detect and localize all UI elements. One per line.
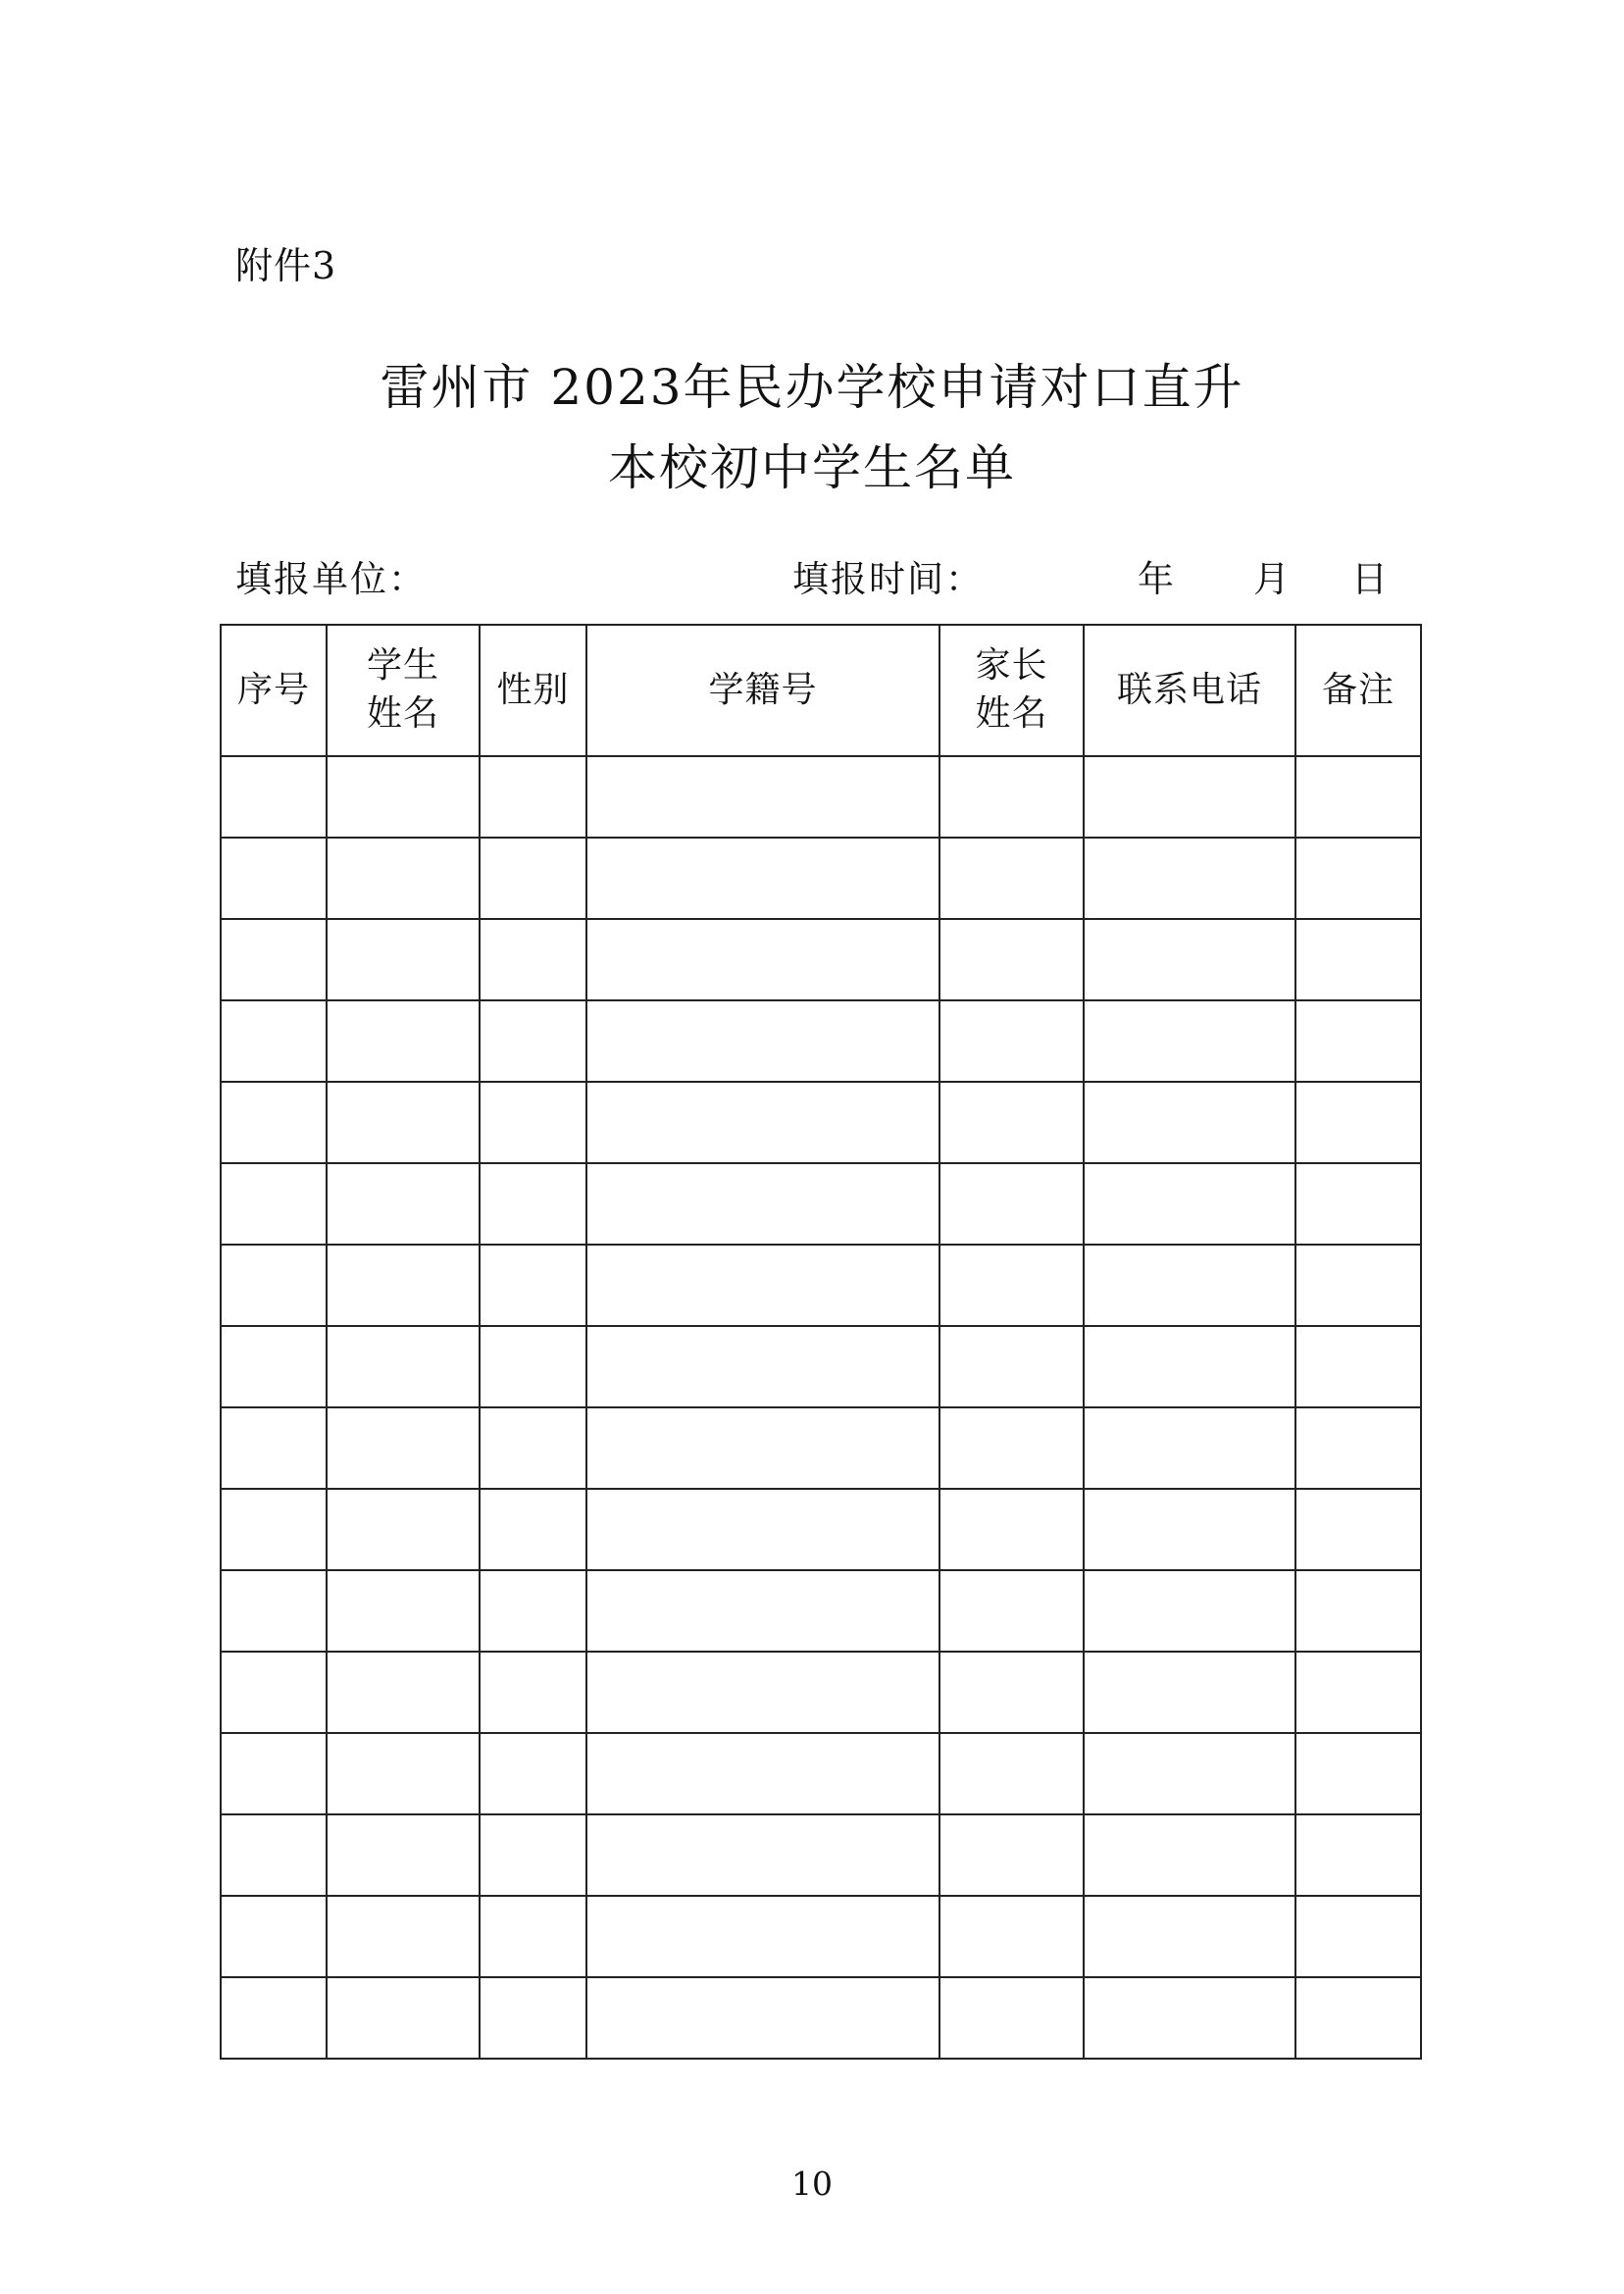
table-cell bbox=[939, 1082, 1084, 1163]
table-row bbox=[221, 1570, 1421, 1652]
table-cell bbox=[327, 1570, 480, 1652]
table-cell bbox=[1084, 838, 1295, 919]
table-cell bbox=[1084, 1407, 1295, 1489]
table-row bbox=[221, 1245, 1421, 1326]
header-serial-number: 序号 bbox=[221, 625, 327, 756]
day-label: 日 bbox=[1351, 558, 1390, 600]
table-cell bbox=[327, 1082, 480, 1163]
table-cell bbox=[1295, 838, 1421, 919]
table-cell bbox=[327, 838, 480, 919]
table-cell bbox=[939, 1407, 1084, 1489]
table-cell bbox=[327, 1489, 480, 1570]
table-cell bbox=[586, 1245, 939, 1326]
table-cell bbox=[586, 1977, 939, 2059]
table-cell bbox=[1295, 1489, 1421, 1570]
table-row bbox=[221, 1000, 1421, 1082]
table-cell bbox=[1295, 1326, 1421, 1407]
table-row bbox=[221, 1407, 1421, 1489]
table-cell bbox=[221, 1326, 327, 1407]
table-cell bbox=[221, 1245, 327, 1326]
table-cell bbox=[1084, 1489, 1295, 1570]
table-cell bbox=[221, 1733, 327, 1814]
table-header-row bbox=[221, 625, 1421, 756]
table-cell bbox=[1295, 1407, 1421, 1489]
header-contact-phone: 联系电话 bbox=[1084, 625, 1295, 756]
table-cell bbox=[480, 1000, 586, 1082]
table-cell bbox=[1084, 1163, 1295, 1245]
header-parent-name: 家长 姓名 bbox=[939, 625, 1084, 756]
table-cell bbox=[586, 756, 939, 838]
table-cell bbox=[480, 919, 586, 1000]
document-title-line-1: 雷州市 2023年民办学校申请对口直升 bbox=[380, 359, 1244, 416]
table-cell bbox=[221, 838, 327, 919]
table-cell bbox=[939, 1977, 1084, 2059]
student-roster-table bbox=[220, 624, 1422, 2060]
table-row bbox=[221, 1652, 1421, 1733]
table-cell bbox=[586, 1733, 939, 1814]
table-cell bbox=[1084, 1896, 1295, 1977]
table-cell bbox=[1295, 1652, 1421, 1733]
table-row bbox=[221, 919, 1421, 1000]
table-cell bbox=[1084, 1245, 1295, 1326]
table-cell bbox=[586, 1489, 939, 1570]
table-cell bbox=[939, 1489, 1084, 1570]
table-cell bbox=[221, 1407, 327, 1489]
table-cell bbox=[1295, 756, 1421, 838]
table-cell bbox=[480, 1733, 586, 1814]
table-cell bbox=[480, 1570, 586, 1652]
table-cell bbox=[327, 1000, 480, 1082]
table-cell bbox=[480, 838, 586, 919]
table-cell bbox=[1084, 1733, 1295, 1814]
table-cell bbox=[586, 919, 939, 1000]
table-cell bbox=[939, 1733, 1084, 1814]
table-cell bbox=[939, 919, 1084, 1000]
table-cell bbox=[1084, 1814, 1295, 1896]
table-cell bbox=[327, 1407, 480, 1489]
table-cell bbox=[221, 1570, 327, 1652]
table-row bbox=[221, 1896, 1421, 1977]
table-cell bbox=[221, 1000, 327, 1082]
table-cell bbox=[1295, 1896, 1421, 1977]
table-cell bbox=[939, 1326, 1084, 1407]
table-cell bbox=[221, 1977, 327, 2059]
table-cell bbox=[586, 1163, 939, 1245]
table-cell bbox=[221, 1652, 327, 1733]
table-cell bbox=[327, 919, 480, 1000]
document-title-line-2: 本校初中学生名单 bbox=[608, 439, 1016, 496]
reporting-unit-label: 填报单位： bbox=[235, 558, 427, 600]
table-row bbox=[221, 1326, 1421, 1407]
table-cell bbox=[586, 1407, 939, 1489]
table-cell bbox=[480, 1163, 586, 1245]
table-row bbox=[221, 1733, 1421, 1814]
table-cell bbox=[480, 1082, 586, 1163]
table-cell bbox=[480, 1652, 586, 1733]
table-cell bbox=[221, 1082, 327, 1163]
table-cell bbox=[1295, 1000, 1421, 1082]
table-cell bbox=[480, 1245, 586, 1326]
table-cell bbox=[221, 1896, 327, 1977]
table-row bbox=[221, 838, 1421, 919]
table-cell bbox=[939, 1814, 1084, 1896]
header-remarks: 备注 bbox=[1295, 625, 1421, 756]
table-cell bbox=[1084, 1570, 1295, 1652]
table-row bbox=[221, 1489, 1421, 1570]
table-cell bbox=[939, 838, 1084, 919]
month-label: 月 bbox=[1253, 558, 1292, 600]
table-cell bbox=[480, 1326, 586, 1407]
table-cell bbox=[327, 1733, 480, 1814]
table-cell bbox=[480, 1977, 586, 2059]
table-cell bbox=[327, 1896, 480, 1977]
table-cell bbox=[586, 838, 939, 919]
table-row bbox=[221, 1163, 1421, 1245]
table-cell bbox=[327, 1163, 480, 1245]
table-cell bbox=[1295, 1163, 1421, 1245]
table-cell bbox=[586, 1814, 939, 1896]
table-row bbox=[221, 1814, 1421, 1896]
table-cell bbox=[480, 756, 586, 838]
table-cell bbox=[1084, 756, 1295, 838]
table-cell bbox=[939, 1163, 1084, 1245]
header-student-name: 学生 姓名 bbox=[327, 625, 480, 756]
table-cell bbox=[586, 1570, 939, 1652]
table-cell bbox=[327, 1245, 480, 1326]
table-cell bbox=[327, 1977, 480, 2059]
table-cell bbox=[939, 756, 1084, 838]
page-number: 10 bbox=[791, 2165, 833, 2203]
table-cell bbox=[939, 1000, 1084, 1082]
table-cell bbox=[480, 1814, 586, 1896]
table-cell bbox=[1295, 1814, 1421, 1896]
table-cell bbox=[480, 1407, 586, 1489]
table-cell bbox=[327, 1652, 480, 1733]
table-cell bbox=[939, 1652, 1084, 1733]
table-cell bbox=[221, 1163, 327, 1245]
table-cell bbox=[480, 1896, 586, 1977]
table-cell bbox=[1084, 1652, 1295, 1733]
table-row bbox=[221, 1977, 1421, 2059]
table-cell bbox=[586, 1000, 939, 1082]
table-cell bbox=[221, 919, 327, 1000]
header-student-registration-number: 学籍号 bbox=[586, 625, 939, 756]
table-cell bbox=[1295, 1570, 1421, 1652]
table-cell bbox=[586, 1082, 939, 1163]
table-cell bbox=[939, 1896, 1084, 1977]
table-cell bbox=[1295, 1082, 1421, 1163]
table-cell bbox=[1295, 1977, 1421, 2059]
table-cell bbox=[221, 1489, 327, 1570]
table-cell bbox=[939, 1245, 1084, 1326]
year-label: 年 bbox=[1138, 558, 1176, 600]
table-cell bbox=[1084, 919, 1295, 1000]
table-cell bbox=[1295, 919, 1421, 1000]
table-cell bbox=[586, 1652, 939, 1733]
table-cell bbox=[1084, 1326, 1295, 1407]
table-cell bbox=[327, 1814, 480, 1896]
table-cell bbox=[1295, 1245, 1421, 1326]
table-cell bbox=[1084, 1977, 1295, 2059]
table-cell bbox=[586, 1326, 939, 1407]
reporting-time-label: 填报时间： bbox=[792, 558, 984, 600]
table-cell bbox=[480, 1489, 586, 1570]
attachment-label: 附件3 bbox=[235, 244, 337, 287]
table-cell bbox=[1084, 1082, 1295, 1163]
header-gender: 性别 bbox=[480, 625, 586, 756]
table-cell bbox=[221, 756, 327, 838]
table-cell bbox=[327, 1326, 480, 1407]
table-cell bbox=[221, 1814, 327, 1896]
table-cell bbox=[327, 756, 480, 838]
table-cell bbox=[1084, 1000, 1295, 1082]
table-body bbox=[221, 756, 1421, 2059]
table-cell bbox=[586, 1896, 939, 1977]
table-cell bbox=[939, 1570, 1084, 1652]
table-cell bbox=[1295, 1733, 1421, 1814]
table-row bbox=[221, 1082, 1421, 1163]
table-row bbox=[221, 756, 1421, 838]
